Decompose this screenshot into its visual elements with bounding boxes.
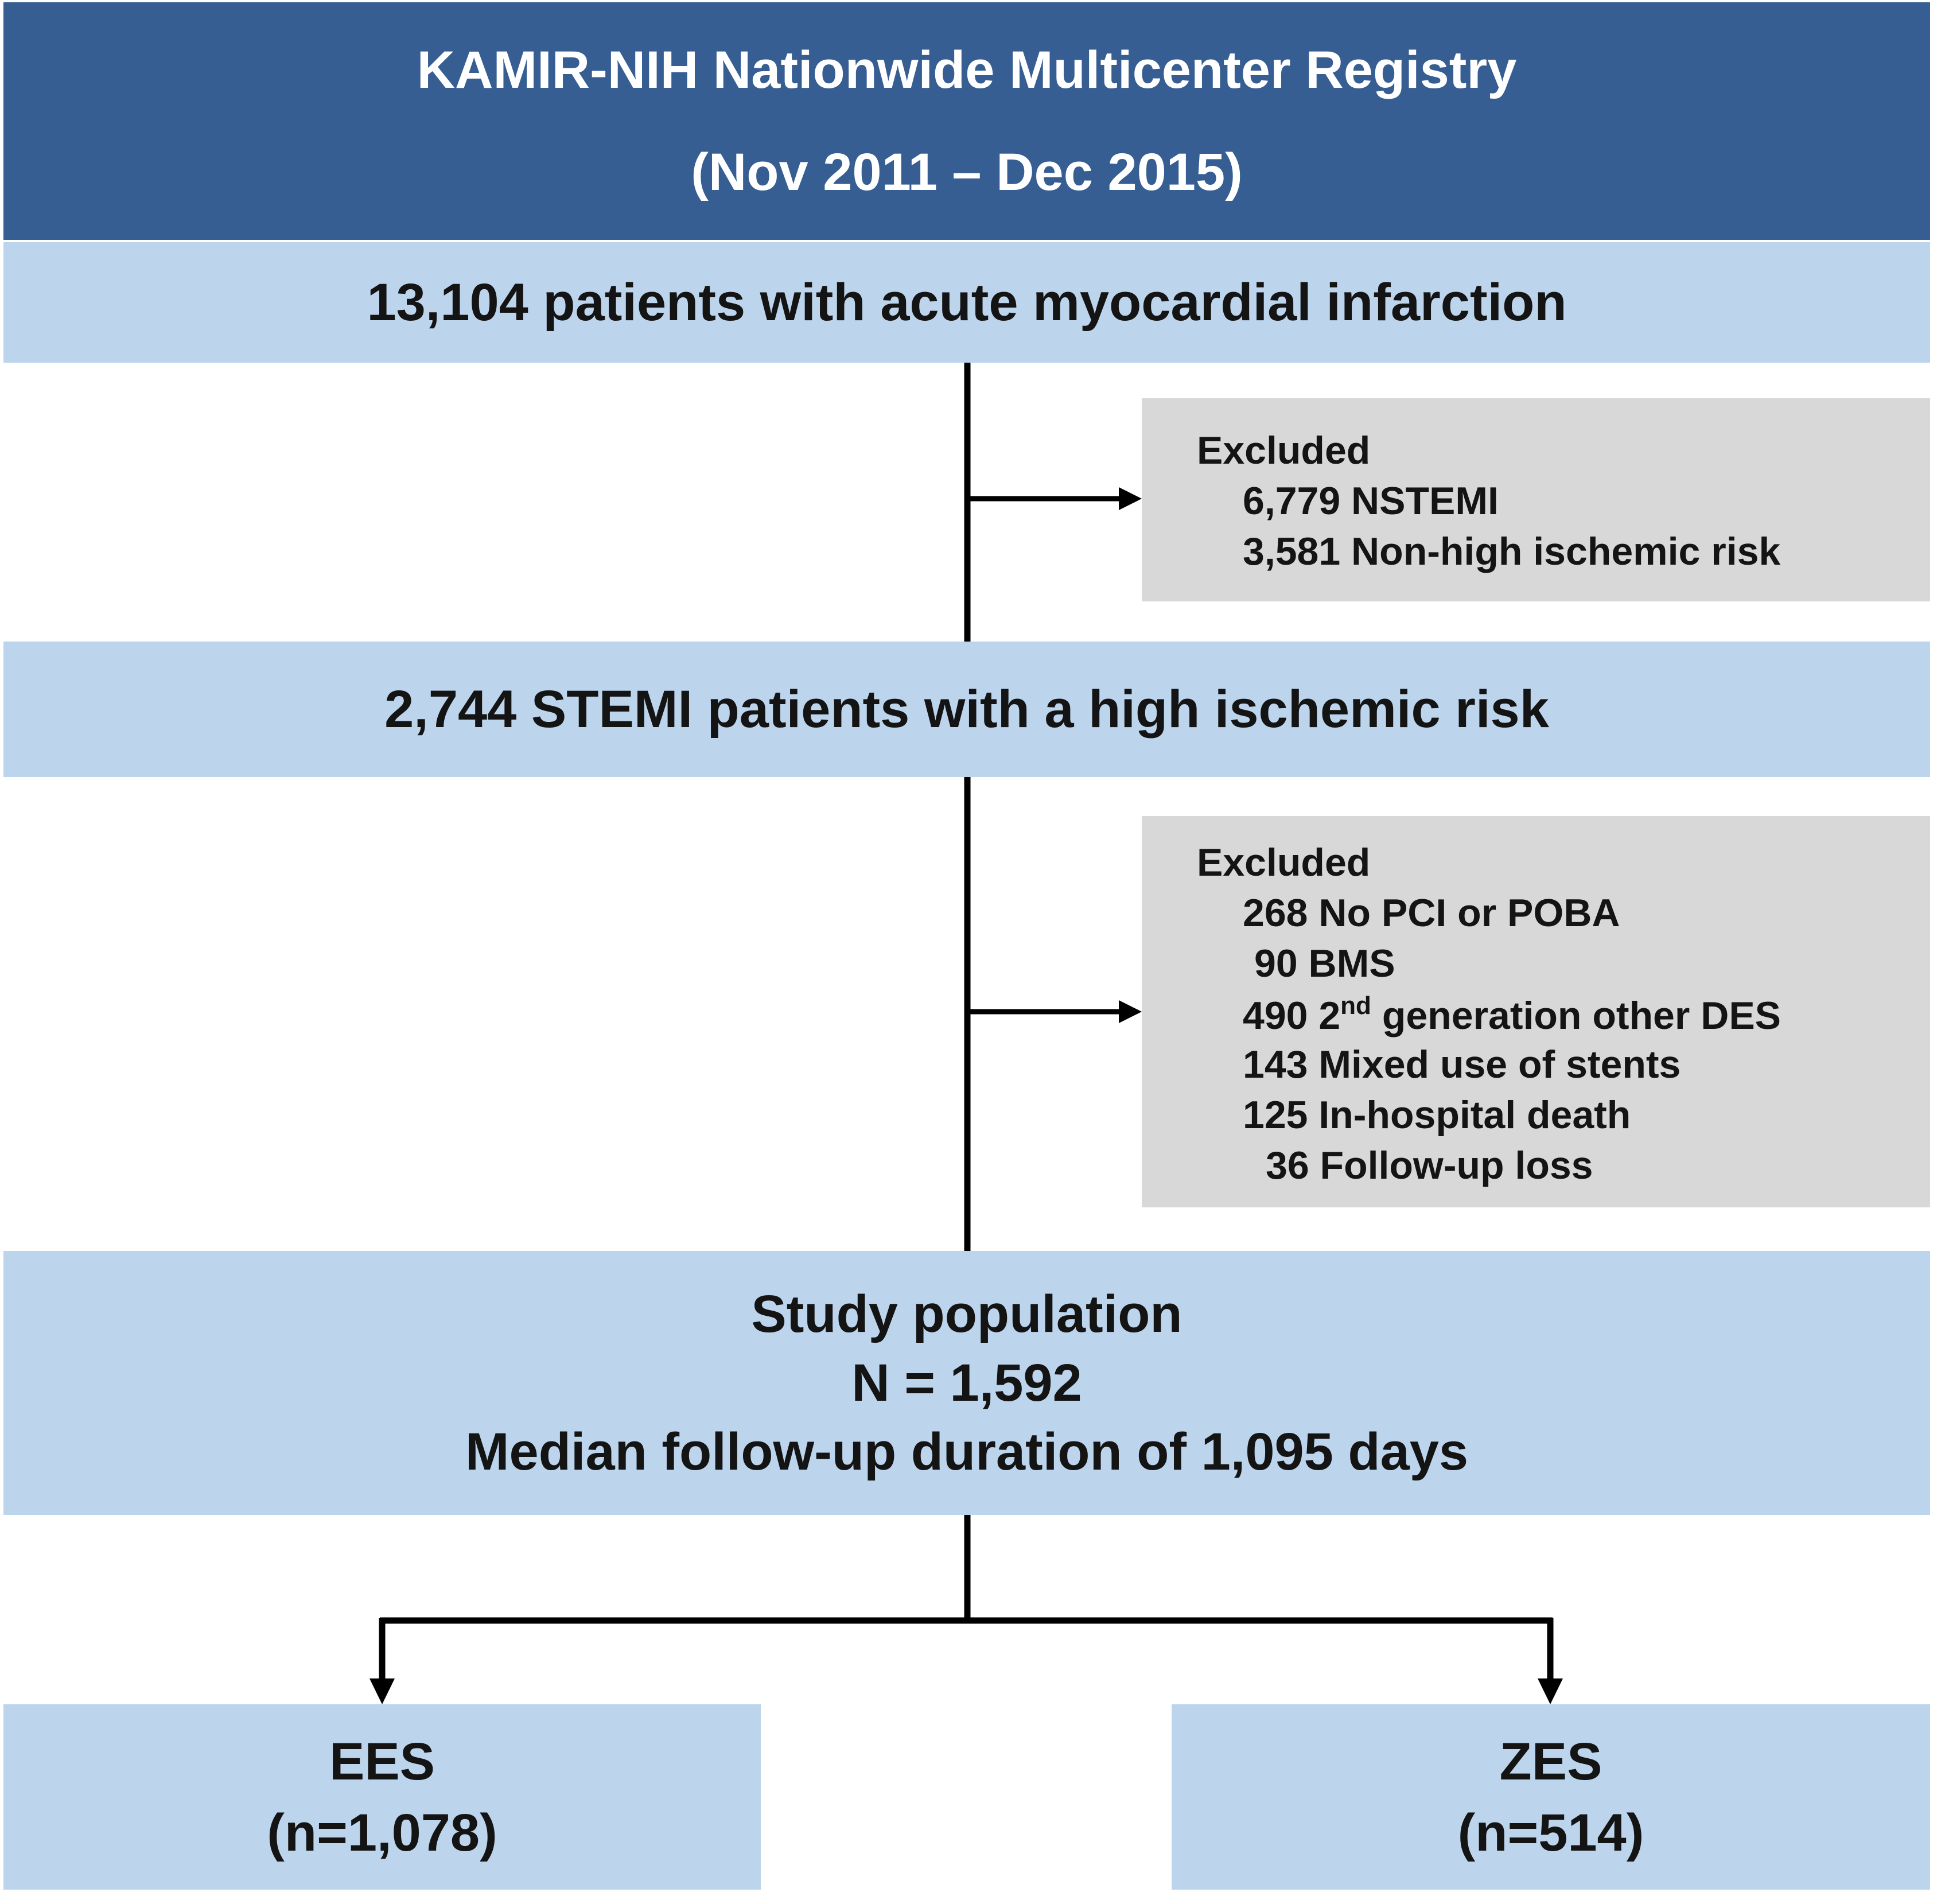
zes-arm-box <box>1172 1704 1930 1890</box>
arrow-exclusion2 <box>1119 1000 1142 1023</box>
ees-arm-box <box>3 1704 761 1890</box>
registry-title: KAMIR-NIH Nationwide Multicenter Registry <box>417 41 1517 99</box>
ordinal-suffix: nd <box>1340 992 1371 1020</box>
exclusion-1-item: 6,779 NSTEMI <box>1243 479 1499 523</box>
exclusion-2-item <box>1243 992 1781 1038</box>
study-population-title: Study population <box>751 1285 1183 1343</box>
exclusion-box-2 <box>1142 816 1930 1207</box>
registry-period: (Nov 2011 – Dec 2015) <box>691 143 1243 201</box>
exclusion-1-title: Excluded <box>1197 429 1371 472</box>
exclusion-2-item-number: 490 2 <box>1243 994 1341 1038</box>
stemi-patients-box <box>3 642 1930 777</box>
ees-arm-n: (n=1,078) <box>267 1803 497 1862</box>
exclusion-box-1 <box>1142 398 1930 601</box>
ees-arm-name: EES <box>329 1732 435 1791</box>
zes-arm-name: ZES <box>1499 1732 1602 1791</box>
exclusion-2-item: 268 No PCI or POBA <box>1243 891 1620 935</box>
exclusion-2-title: Excluded <box>1197 841 1371 884</box>
stemi-patients-text: 2,744 STEMI patients with a high ischemic risk <box>384 679 1549 739</box>
exclusion-2-item: 125 In-hospital death <box>1243 1093 1631 1137</box>
study-population-n: N = 1,592 <box>851 1354 1082 1412</box>
arrow-left-arm <box>369 1678 395 1704</box>
arrow-exclusion1 <box>1119 487 1142 510</box>
exclusion-2-item-rest: generation other DES <box>1371 994 1781 1038</box>
study-followup: Median follow-up duration of 1,095 days <box>465 1423 1469 1481</box>
exclusion-2-item: 90 BMS <box>1254 942 1395 985</box>
arrow-right-arm <box>1538 1678 1563 1704</box>
ami-patients-box <box>3 242 1930 363</box>
ami-patients-text: 13,104 patients with acute myocardial infarction <box>367 273 1567 332</box>
exclusion-2-item: 36 Follow-up loss <box>1266 1144 1593 1187</box>
zes-arm-n: (n=514) <box>1457 1803 1644 1862</box>
exclusion-2-item: 143 Mixed use of stents <box>1243 1043 1681 1086</box>
exclusion-1-item: 3,581 Non-high ischemic risk <box>1243 530 1781 573</box>
registry-header <box>3 2 1930 240</box>
study-population-box <box>3 1251 1930 1515</box>
